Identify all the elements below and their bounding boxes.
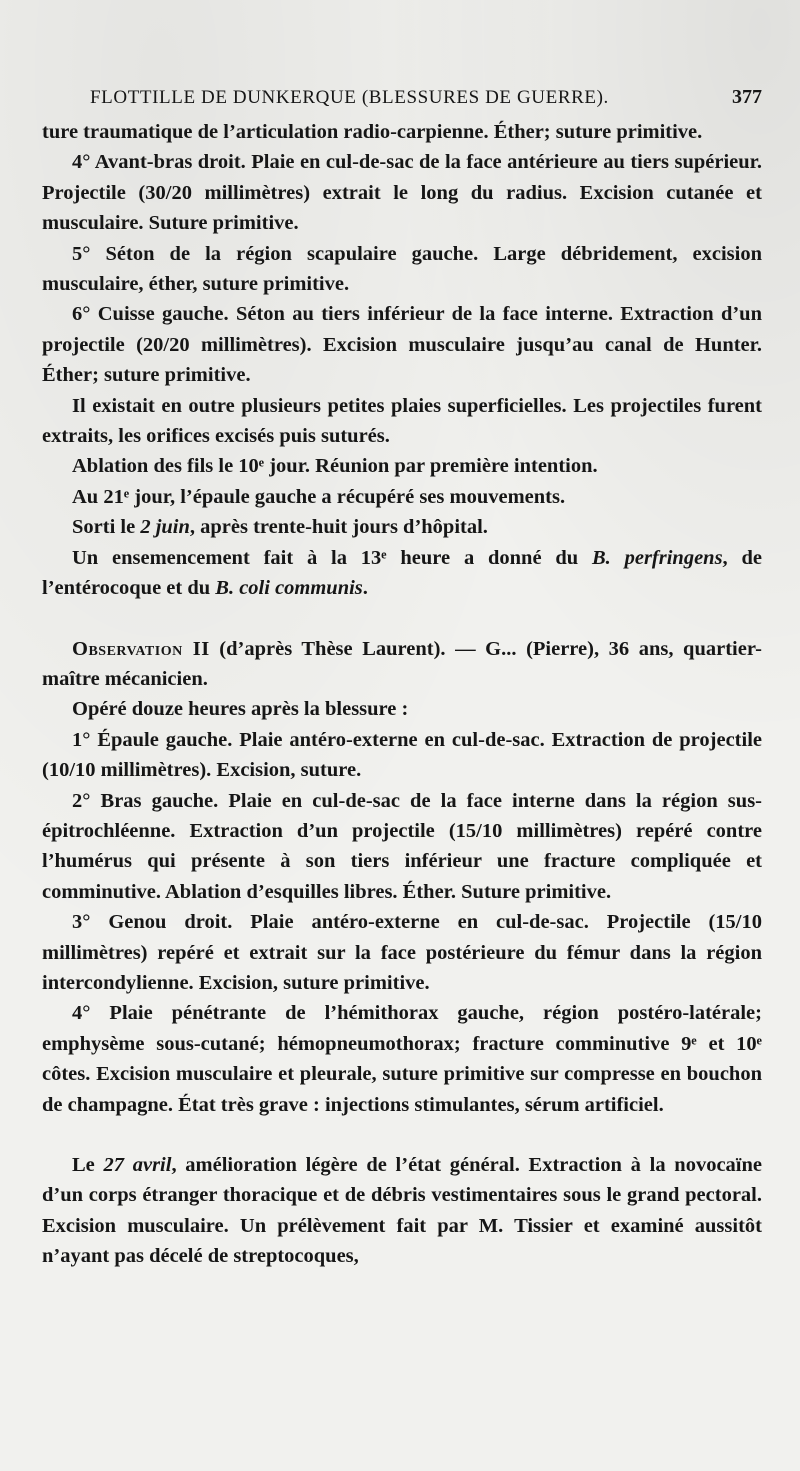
paragraph: ture traumatique de l’articulation radio-carpienne. Éther; suture primitive. (42, 121, 703, 143)
paragraph: Au 21ᵉ jour, l’épaule gauche a récupéré ses mouvements. (72, 485, 566, 508)
italic-date: 27 avril (103, 1154, 172, 1176)
text-run: , de l’entérocoque et du (42, 546, 762, 600)
paragraph: Ablation des fils le 10ᵉ jour. Réunion par première intention. (72, 455, 598, 478)
text-run: Le (72, 1154, 104, 1176)
italic-species: B. perfringens (591, 546, 723, 569)
observation-label: Observation II (72, 637, 210, 660)
paragraph: 4° Plaie pénétrante de l’hémithorax gauche, région postéro-latérale; emphysème sous-cutané; hémopneumothorax; fracture comminutive 9ᵉ et 10ᵉ côtes. Excision musculaire et pleurale, suture primitive sur compresse en bouchon de champagne. État très grave : injections stimulantes, sérum artificiel. (42, 1002, 762, 1116)
paragraph (42, 1150, 762, 1272)
text-run: , amélioration légère de l’état général. Extraction à la novocaïne d’un corps étranger thoracique et de débris vestimentaires sous le grand pectoral. Excision musculaire. Un prélèvement fait par M. Tissier et examiné aussitôt n’ayant pas décelé de streptocoques, (42, 1154, 762, 1268)
italic-date: 2 juin (140, 516, 190, 539)
text-run: (d’après Thèse Laurent). — G... (Pierre), 36 ans, quartier-maître mécanicien. (42, 637, 762, 690)
paragraph: 2° Bras gauche. Plaie en cul-de-sac de la face interne dans la région sus-épitrochléenne. Extraction d’un projectile (15/10 millimètres) repéré contre l’humérus qui présente à son tiers inférieur une fracture compliquée et comminutive. Ablation d’esquilles libres. Éther. Suture primitive. (42, 789, 762, 903)
paragraph (42, 512, 762, 542)
running-header (42, 86, 762, 109)
body-text (42, 117, 762, 1272)
paragraph: 6° Cuisse gauche. Séton au tiers inférieur de la face interne. Extraction d’un projectile (20/20 millimètres). Excision musculaire jusqu’au canal de Hunter. Éther; suture primitive. (42, 303, 762, 387)
paragraph (42, 543, 762, 604)
paragraph: 1° Épaule gauche. Plaie antéro-externe en cul-de-sac. Extraction de projectile (10/10 millimètres). Excision, suture. (42, 728, 762, 782)
italic-species: B. coli communis (215, 577, 363, 600)
paragraph: 5° Séton de la région scapulaire gauche. Large débridement, excision musculaire, éther, suture primitive. (42, 242, 762, 296)
text-run: . (362, 577, 368, 600)
observation-heading (42, 634, 762, 695)
text-run: Sorti le (72, 516, 141, 539)
text-run: Un ensemencement fait à la 13ᵉ heure a donné du (72, 546, 592, 569)
paragraph: Opéré douze heures après la blessure : (72, 698, 409, 721)
page-number: 377 (732, 86, 762, 108)
text-run: , après trente-huit jours d’hôpital. (189, 516, 488, 539)
paragraph: 4° Avant-bras droit. Plaie en cul-de-sac de la face antérieure au tiers supérieur. Projectile (30/20 millimètres) extrait le long du radius. Excision cutanée et musculaire. Suture primitive. (42, 151, 762, 235)
paragraph: Il existait en outre plusieurs petites plaies superficielles. Les projectiles furent extraits, les orifices excisés puis suturés. (42, 394, 762, 448)
paragraph: 3° Genou droit. Plaie antéro-externe en cul-de-sac. Projectile (15/10 millimètres) repéré et extrait sur la face postérieure du fémur dans la région intercondylienne. Excision, suture primitive. (42, 911, 762, 994)
running-title: FLOTTILLE DE DUNKERQUE (BLESSURES DE GUERRE). (90, 87, 609, 108)
